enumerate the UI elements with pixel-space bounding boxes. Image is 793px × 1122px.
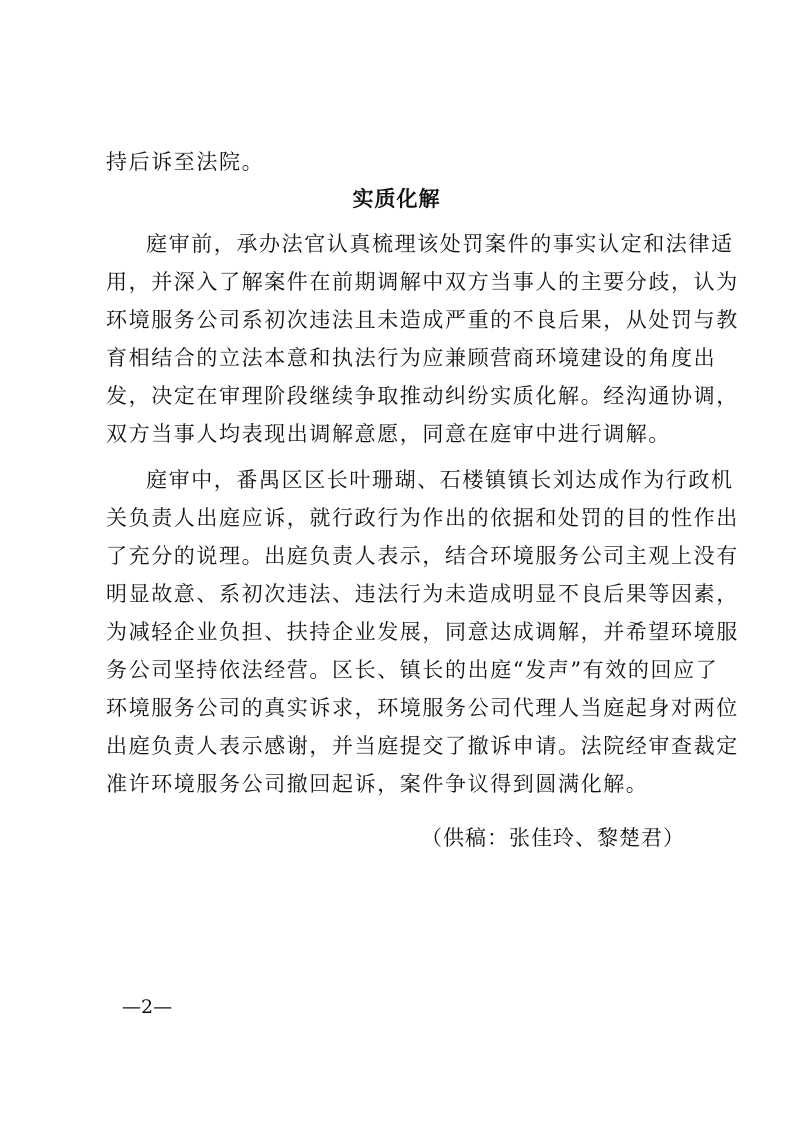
paragraph-line: 用，并深入了解案件在前期调解中双方当事人的主要分歧，认为 — [106, 270, 739, 294]
paragraph-line: 关负责人出庭应诉，就行政行为作出的依据和处罚的目的性作出 — [106, 506, 739, 530]
paragraph-line: 为减轻企业负担、扶持企业发展，同意达成调解，并希望环境服 — [106, 620, 739, 644]
paragraph-line: 明显故意、系初次违法、违法行为未造成明显不良后果等因素， — [106, 582, 739, 606]
paragraph-line: 庭审前，承办法官认真梳理该处罚案件的事实认定和法律适 — [146, 232, 734, 256]
page-number: —2— — [122, 996, 173, 1018]
paragraph-line: 育相结合的立法本意和执法行为应兼顾营商环境建设的角度出 — [106, 346, 717, 370]
paragraph-line: 准许环境服务公司撤回起诉，案件争议得到圆满化解。 — [106, 772, 649, 796]
opening-line: 持后诉至法院。 — [106, 150, 265, 174]
paragraph-line: 务公司坚持依法经营。区长、镇长的出庭“发声”有效的回应了 — [106, 658, 719, 682]
paragraph-line: 双方当事人均表现出调解意愿，同意在庭审中进行调解。 — [106, 422, 671, 446]
credit-line: （供稿：张佳玲、黎楚君） — [421, 826, 685, 850]
paragraph-line: 环境服务公司系初次违法且未造成严重的不良后果，从处罚与教 — [106, 308, 739, 332]
paragraph-line: 环境服务公司的真实诉求，环境服务公司代理人当庭起身对两位 — [106, 696, 739, 720]
paragraph-line: 庭审中，番禺区区长叶珊瑚、石楼镇镇长刘达成作为行政机 — [146, 468, 734, 492]
paragraph-line: 了充分的说理。出庭负责人表示，结合环境服务公司主观上没有 — [106, 544, 739, 568]
paragraph-line: 发，决定在审理阶段继续争取推动纠纷实质化解。经沟通协调， — [106, 384, 739, 408]
section-heading: 实质化解 — [352, 187, 441, 211]
paragraph-line: 出庭负责人表示感谢，并当庭提交了撤诉申请。法院经审查裁定 — [106, 734, 739, 758]
